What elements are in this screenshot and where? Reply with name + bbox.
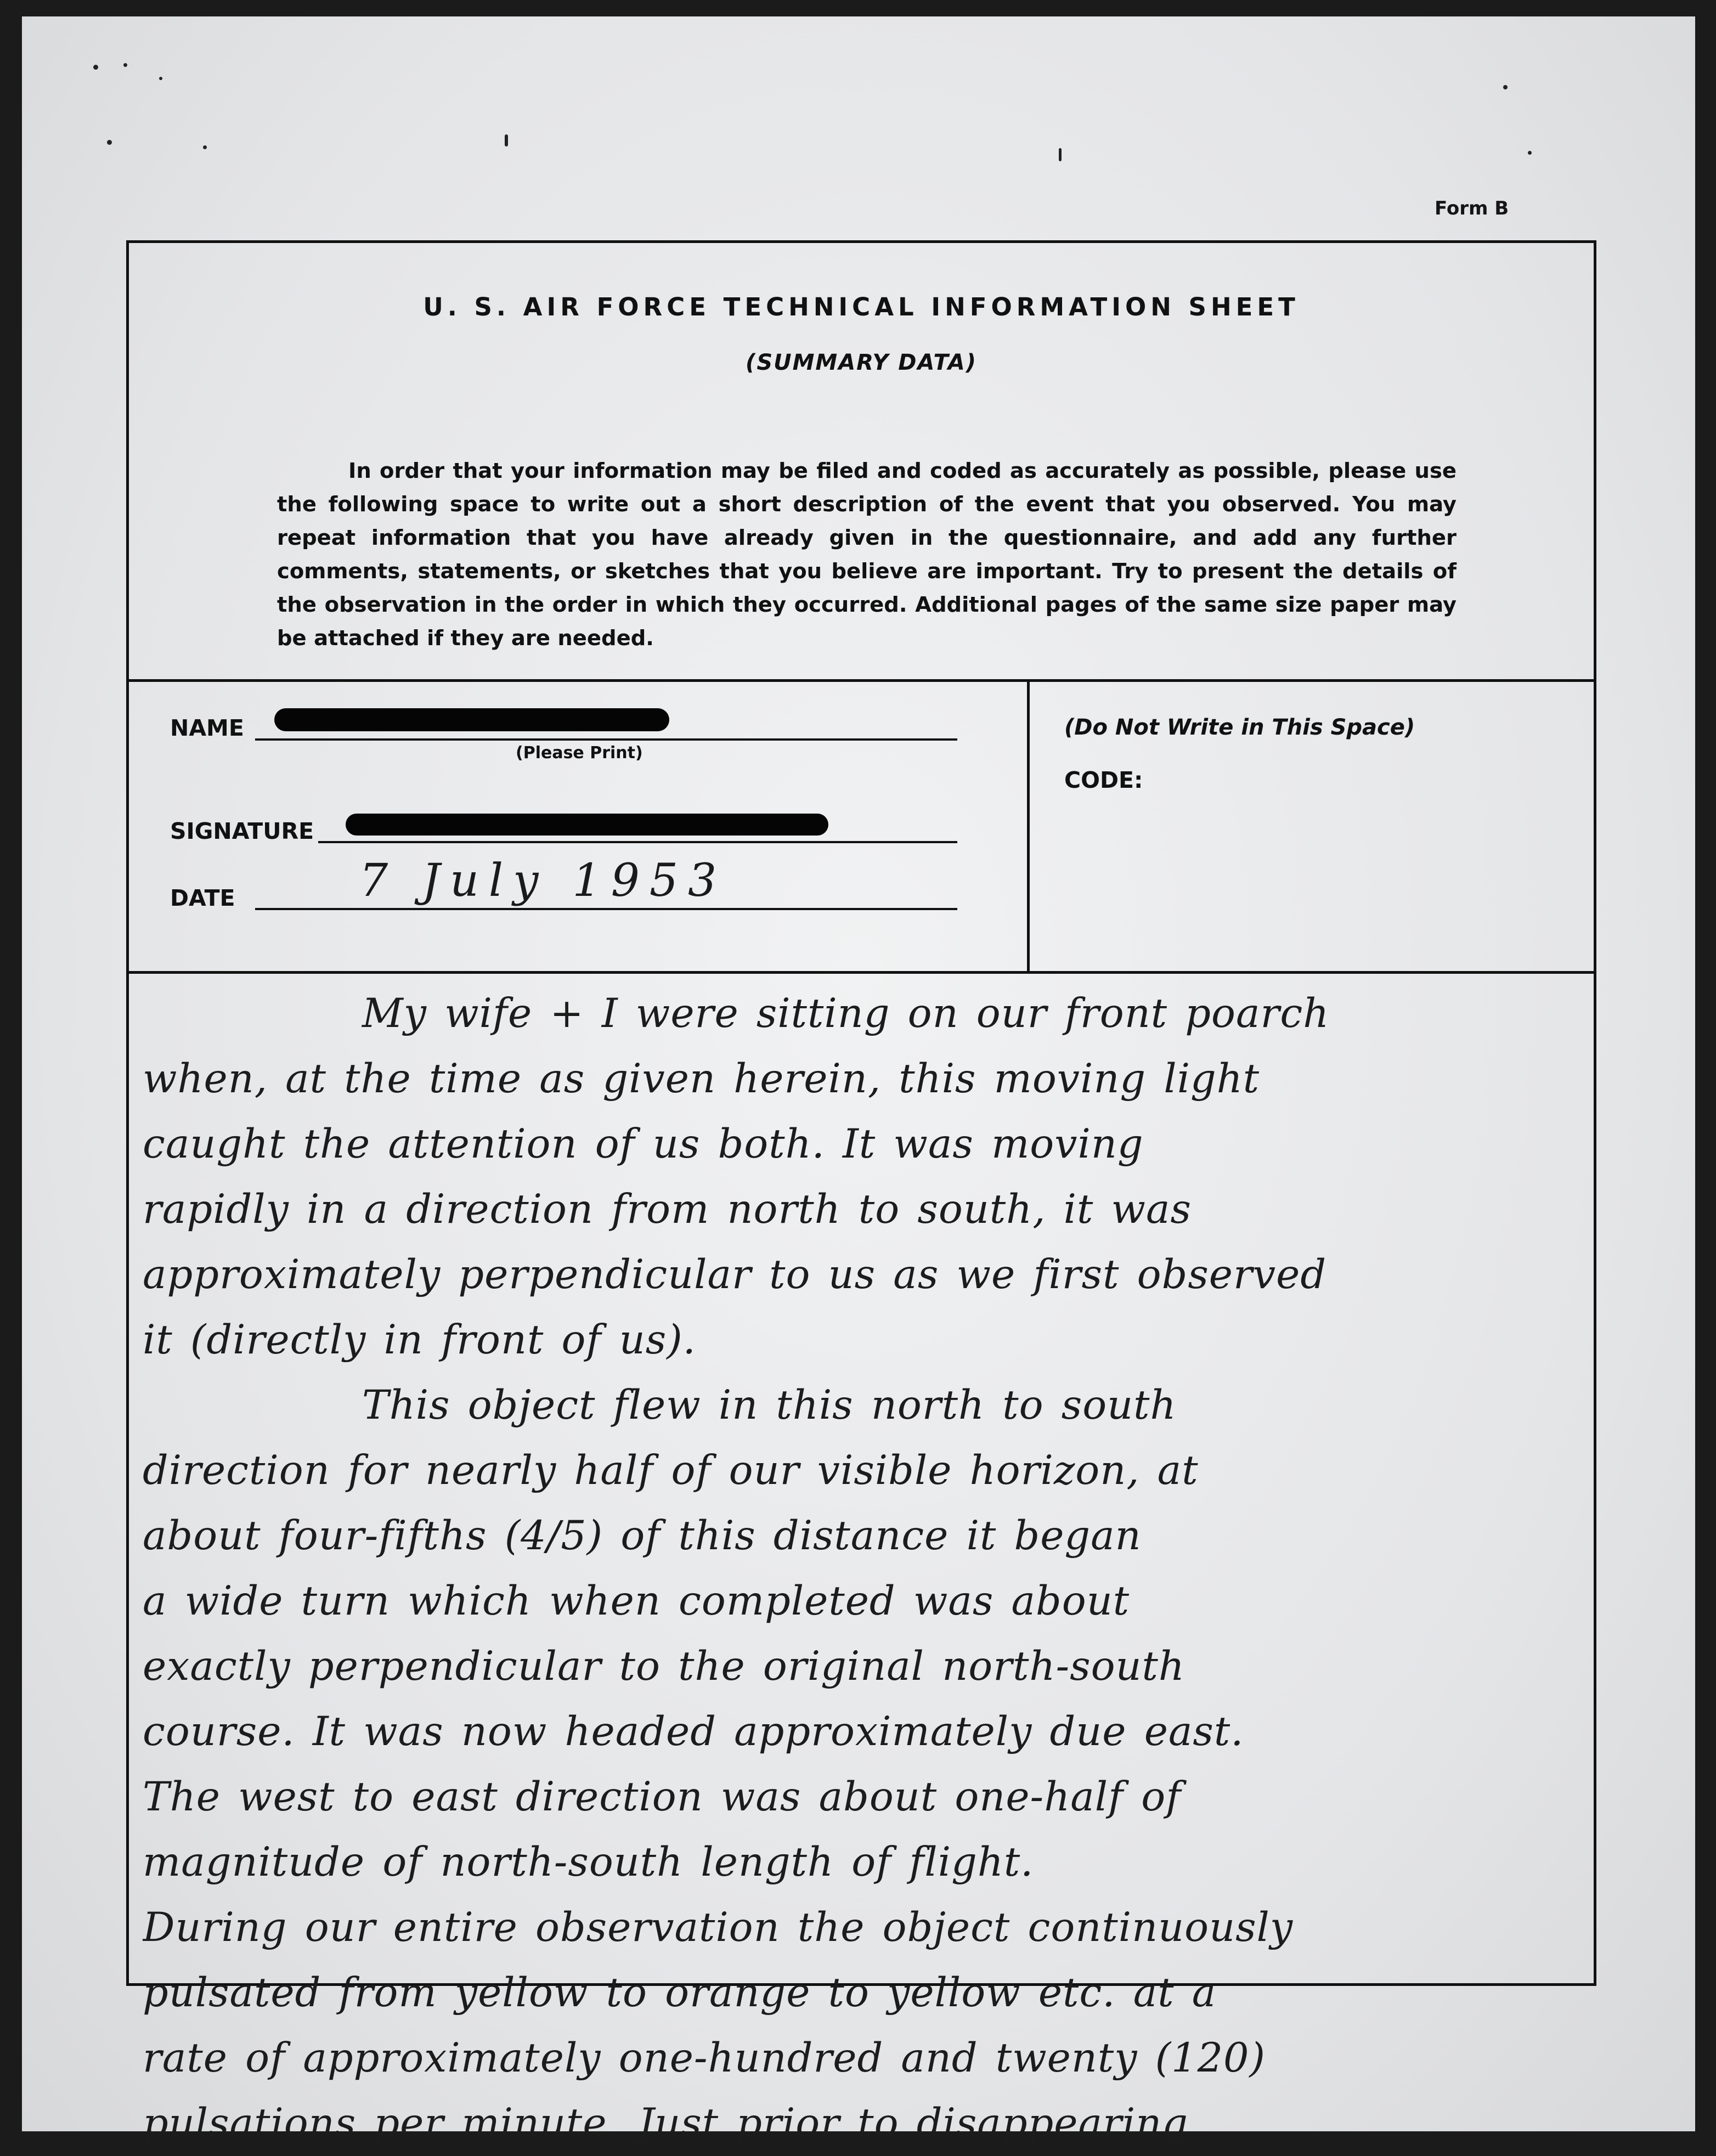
narrative-line: magnitude of north-south length of flight. [143, 1839, 1034, 1886]
form-title: U. S. AIR FORCE TECHNICAL INFORMATION SHEET [423, 292, 1300, 321]
redaction-mark [346, 814, 828, 836]
signature-line [318, 841, 957, 843]
narrative-line: caught the attention of us both. It was moving [143, 1121, 1144, 1167]
film-speck [505, 134, 508, 146]
divider [1027, 679, 1030, 971]
date-label: DATE [170, 885, 235, 911]
form-id: Form B [1435, 197, 1509, 219]
narrative-line: approximately perpendicular to us as we first observed [143, 1251, 1327, 1298]
redaction-mark [274, 708, 669, 731]
code-label: CODE: [1064, 767, 1143, 793]
name-line [255, 738, 957, 741]
signature-label: SIGNATURE [170, 818, 314, 844]
narrative-line: pulsations per minute. Just prior to disappearing [143, 2100, 1188, 2147]
narrative-line: During our entire observation the object continuously [143, 1904, 1294, 1951]
film-speck [1503, 85, 1508, 89]
film-speck [1059, 148, 1062, 161]
form-subtitle: (SUMMARY DATA) [746, 350, 977, 375]
document-page [22, 16, 1695, 2147]
narrative-line: The west to east direction was about one-half of [143, 1774, 1182, 1820]
film-speck [123, 63, 127, 67]
film-speck [1528, 151, 1532, 155]
form-frame [126, 240, 1596, 2147]
divider [129, 679, 1594, 682]
divider [129, 971, 1594, 974]
narrative-line: This object flew in this north to south [362, 1382, 1177, 1429]
narrative-line: direction for nearly half of our visible horizon, at [143, 1447, 1199, 1494]
film-speck [107, 140, 112, 145]
narrative-line: pulsated from yellow to orange to yellow etc. at a [143, 1969, 1217, 2016]
narrative-line: course. It was now headed approximately due east. [143, 1708, 1244, 1755]
film-speck [159, 77, 162, 80]
instructions-paragraph: In order that your information may be filed and coded as accurately as possible, please use the following space to write out a short description of the event that you observed. You may repeat information that you have already given in the questionnaire, and add any further comments, statements, or sketches that you believe are important. Try to present the details of the observation in the order in which they occurred. Additional pages of the same size paper may be attached if they are needed. [277, 459, 1457, 651]
narrative-line: when, at the time as given herein, this moving light [143, 1056, 1260, 1102]
narrative-line: My wife + I were sitting on our front poarch [362, 990, 1330, 1037]
narrative-line: rapidly in a direction from north to south, it was [143, 1186, 1192, 1233]
narrative-line: exactly perpendicular to the original north-south [143, 1643, 1185, 1690]
film-speck [93, 65, 98, 70]
date-line [255, 908, 957, 910]
handwritten-narrative [143, 981, 1585, 2156]
date-value: 7 July 1953 [359, 855, 727, 907]
narrative-line: a wide turn which when completed was about [143, 1578, 1130, 1624]
narrative-line: it (directly in front of us). [143, 1317, 696, 1363]
name-label: NAME [170, 715, 244, 741]
narrative-line: rate of approximately one-hundred and twenty (120) [143, 2035, 1266, 2081]
office-use-notice: (Do Not Write in This Space) [1064, 715, 1415, 740]
name-hint: (Please Print) [516, 743, 643, 763]
film-speck [203, 145, 207, 149]
narrative-line: about four-fifths (4/5) of this distance it began [143, 1512, 1142, 1559]
